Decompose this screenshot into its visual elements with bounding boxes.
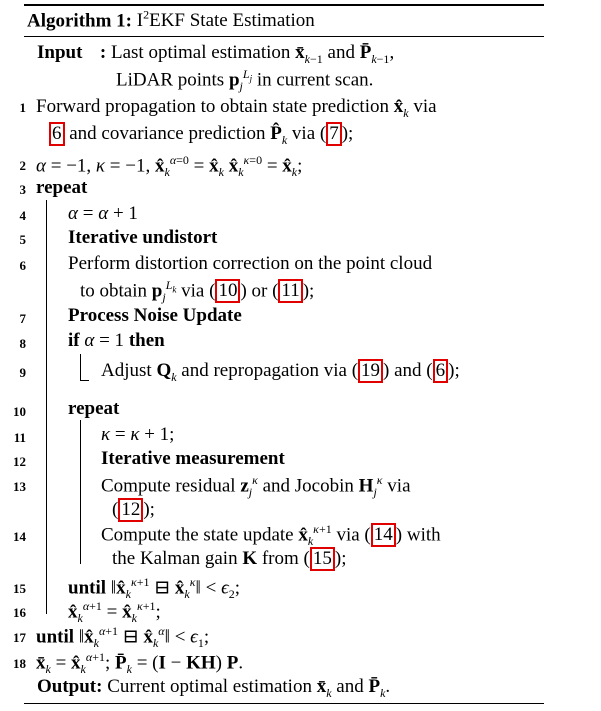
- step-15: until $‖x̂_k^{\kappa+1}$ ⊟ $x̂_k^\kappa‖ < \epsilon_2$;: [68, 575, 241, 602]
- step-10-repeat: repeat: [68, 398, 120, 419]
- step-8: if α = 1 then: [68, 330, 165, 351]
- citation-ref[interactable]: 10: [215, 279, 240, 303]
- step-7: Process Noise Update: [68, 305, 242, 326]
- line-number: 14: [13, 529, 26, 544]
- top-rule: [24, 4, 544, 6]
- line-number: 1: [19, 100, 26, 115]
- step-16: $x̂_k^{\alpha+1}$ = $x̂_k^{\kappa+1}$;: [68, 599, 161, 626]
- algorithm-caption: [27, 8, 315, 32]
- if-block-bar: [80, 354, 81, 380]
- output-keyword: Output:: [37, 676, 103, 697]
- line-number: 5: [19, 232, 26, 247]
- line-number: 7: [19, 311, 26, 326]
- outer-loop-bar: [46, 200, 47, 614]
- citation-ref[interactable]: 14: [371, 523, 396, 547]
- input-keyword: Input: [37, 42, 83, 63]
- step-2: α = −1, κ = −1, $x̂_k^{\alpha=0}$ = $x̂_k$ $x̂_k^{\kappa=0}$ = $x̂_k$;: [36, 153, 303, 180]
- bottom-rule: [24, 703, 544, 704]
- line-number: 2: [19, 158, 26, 173]
- citation-ref[interactable]: 7: [326, 122, 342, 146]
- citation-ref[interactable]: 12: [118, 498, 143, 522]
- line-number: 16: [13, 605, 26, 620]
- line-number: 17: [13, 630, 26, 645]
- output-line: Output: Current optimal estimation $x̄_k$ and $P̄_k$.: [37, 676, 391, 700]
- step-14-line-a: Compute the state update $x̂_k^{\kappa+1}$ via ( 14 ) with: [101, 522, 441, 549]
- input-line-1: Input : Last optimal estimation $x̄_{k-1}$ and $P̄_{k-1}$,: [37, 42, 395, 66]
- inner-loop-bar: [80, 420, 81, 564]
- step-5: Iterative undistort: [68, 227, 218, 248]
- step-14-line-b: the Kalman gain K from ( 15 );: [112, 548, 347, 569]
- line-number: 13: [13, 479, 26, 494]
- citation-ref[interactable]: 15: [310, 547, 335, 571]
- line-number: 3: [19, 182, 26, 197]
- step-6-line-a: Perform distortion correction on the point cloud: [68, 253, 433, 274]
- step-1-line-b: 6 and covariance prediction $P̂_k$ via ( 7 );: [49, 122, 353, 148]
- citation-ref[interactable]: 6: [433, 359, 449, 383]
- line-number: 6: [19, 258, 26, 273]
- line-number: 4: [19, 208, 26, 223]
- step-4: α = α + 1: [68, 203, 138, 224]
- citation-ref[interactable]: 19: [358, 359, 383, 383]
- step-13-line-a: Compute residual $z_j^\kappa$ and Jocobin $H_j^\kappa$ via: [101, 473, 411, 500]
- step-6-line-b: to obtain $p_j^{L_k}$ via ( 10 ) or ( 11 );: [80, 278, 315, 305]
- citation-ref[interactable]: 11: [278, 279, 302, 303]
- step-11: κ = κ + 1;: [101, 424, 175, 445]
- line-number: 10: [13, 404, 26, 419]
- step-12: Iterative measurement: [101, 448, 285, 469]
- step-13-line-b: ( 12 );: [112, 499, 155, 520]
- step-18: $x̄_k$ = $x̂_k^{\alpha+1}$; $P̄_k = (I - KH)$ P.: [36, 650, 244, 677]
- caption-rule: [24, 36, 544, 37]
- line-number: 8: [19, 336, 26, 351]
- caption-title: $I^2EKF$ State Estimation: [136, 8, 315, 32]
- citation-ref[interactable]: 6: [49, 122, 65, 146]
- line-number: 15: [13, 581, 26, 596]
- step-3-repeat: repeat: [36, 177, 88, 198]
- input-line-2: LiDAR points $p_j^{L_j}$ in current scan.: [116, 67, 374, 94]
- step-17: until $‖x̂_k^{\alpha+1}$ ⊟ $x̂_k^\alpha‖ < \epsilon_1$;: [36, 624, 210, 651]
- line-number: 12: [13, 454, 26, 469]
- step-9: Adjust $Q_k$ and repropagation via ( 19 ) and ( 6 );: [101, 360, 460, 384]
- if-block-foot: [80, 380, 89, 381]
- line-number: 11: [13, 430, 26, 445]
- line-number: 18: [13, 656, 26, 671]
- caption-label: Algorithm 1:: [27, 10, 133, 32]
- line-number: 9: [19, 365, 26, 380]
- step-1-line-a: Forward propagation to obtain state prediction $x̂_k$ via: [36, 96, 437, 120]
